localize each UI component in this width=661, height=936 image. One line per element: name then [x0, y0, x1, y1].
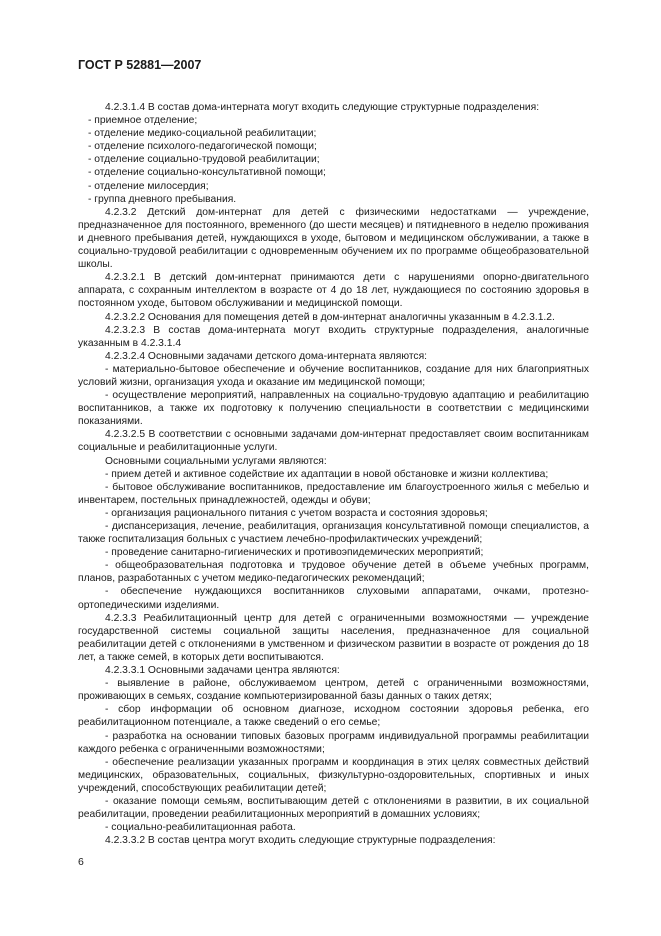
list-item: - обеспечение реализации указанных программ и координация в этих целях совместных действий медицинских, образовательных, социальных, физкультурно-оздоровительных, спортивных и иных учреждений, способствующих реабилитации детей; [78, 756, 589, 794]
list-item: - общеобразовательная подготовка и трудовое обучение детей в объеме учебных программ, планов, разработанных с учетом медико-педагогических рекомендаций; [78, 560, 589, 585]
list-item: - приемное отделение; [88, 115, 198, 127]
paragraph: 4.2.3.2.4 Основными задачами детского дома-интерната являются: [105, 350, 428, 362]
paragraph: 4.2.3.2 Детский дом-интернат для детей с физическими недостатками — учреждение, предназначенное для постоянного, временного (до шести месяцев) и пятидневного в неделю проживания и дневного пребывания детей, нуждающихся в уходе, бытовом и медицинском обслуживании, а также в социально-трудовой реабилитации с одновременным обучением их по программе общеобразовательной школы. [78, 206, 589, 271]
list-item: - выявление в районе, обслуживаемом центром, детей с ограниченными возможностями, проживающих в семьях, создание компьютеризированной базы данных о таких детях; [78, 678, 589, 703]
list-item: - диспансеризация, лечение, реабилитация, организация консультативной помощи специалистов, а также госпитализация больных с участием лечебно-профилактических учреждений; [78, 521, 589, 546]
list-item: - осуществление мероприятий, направленных на социально-трудовую адаптацию и реабилитацию воспитанников, а также их подготовку к получению специальности в соответствии с медицинскими показаниями. [78, 390, 589, 428]
page-number: 6 [78, 856, 84, 868]
document-header: ГОСТ Р 52881—2007 [78, 58, 202, 72]
list-item: - отделение психолого-педагогической помощи; [88, 141, 317, 153]
list-item: - прием детей и активное содействие их адаптации в новой обстановке и жизни коллектива; [105, 468, 549, 480]
paragraph: 4.2.3.2.3 В состав дома-интерната могут входить структурные подразделения, аналогичные указанным в 4.2.3.1.4 [78, 324, 589, 349]
list-item: - материально-бытовое обеспечение и обучение воспитанников, создание для них благоприятных условий жизни, организация ухода и оказание им медицинской помощи; [78, 363, 589, 388]
paragraph: 4.2.3.2.5 В соответствии с основными задачами дом-интернат предоставляет своим воспитанникам социальные и реабилитационные услуги. [78, 429, 589, 454]
list-item: - отделение медико-социальной реабилитации; [88, 128, 317, 140]
paragraph: 4.2.3.3.2 В состав центра могут входить следующие структурные подразделения: [105, 835, 496, 847]
list-item: - отделение милосердия; [88, 180, 209, 192]
list-item: - проведение санитарно-гигиенических и противоэпидемических мероприятий; [105, 547, 484, 559]
list-item: - бытовое обслуживание воспитанников, предоставление им благоустроенного жилья с мебелью и инвентарем, постельных принадлежностей, одежды и обуви; [78, 481, 589, 506]
paragraph: 4.2.3.2.2 Основания для помещения детей в дом-интернат аналогичны указанным в 4.2.3.1.2. [105, 311, 555, 323]
list-item: - организация рационального питания с учетом возраста и состояния здоровья; [105, 507, 488, 519]
list-item: - обеспечение нуждающихся воспитанников слуховыми аппаратами, очками, протезно-ортопедическими изделиями. [78, 586, 589, 611]
list-item: - группа дневного пребывания. [88, 193, 237, 205]
list-item: - разработка на основании типовых базовых программ индивидуальной программы реабилитации каждого ребенка с ограниченными возможностями; [78, 730, 589, 755]
list-item: - отделение социально-трудовой реабилитации; [88, 154, 320, 166]
list-item: - отделение социально-консультативной помощи; [88, 167, 326, 179]
paragraph: 4.2.3.2.1 В детский дом-интернат принимаются дети с нарушениями опорно-двигательного аппарата, с сохранным интеллектом в возрасте от 4 до 18 лет, нуждающиеся по состоянию здоровья в постоянном уходе, бытовом обслуживании и медицинской помощи. [78, 272, 589, 310]
paragraph: 4.2.3.1.4 В состав дома-интерната могут входить следующие структурные подразделения: [105, 102, 540, 113]
list-item: - социально-реабилитационная работа. [105, 822, 296, 834]
list-item: - сбор информации об основном диагнозе, исходном состоянии здоровья ребенка, его реабилитационном потенциале, а также сведений о его семье; [78, 704, 589, 729]
paragraph: Основными социальными услугами являются: [105, 455, 327, 467]
paragraph: 4.2.3.3.1 Основными задачами центра являются: [105, 665, 340, 677]
document-body [78, 101, 589, 847]
list-item: - оказание помощи семьям, воспитывающим детей с отклонениями в развитии, в их социальной реабилитации, проведении реабилитационных мероприятий в домашних условиях; [78, 795, 589, 821]
paragraph: 4.2.3.3 Реабилитационный центр для детей с ограниченными возможностями — учреждение государственной системы социальной защиты населения, предназначенное для социальной реабилитации детей с отклонениями в умственном и физическом развитии в возрасте от рождения до 18 лет, а также семей, в которых дети воспитываются. [78, 612, 589, 663]
